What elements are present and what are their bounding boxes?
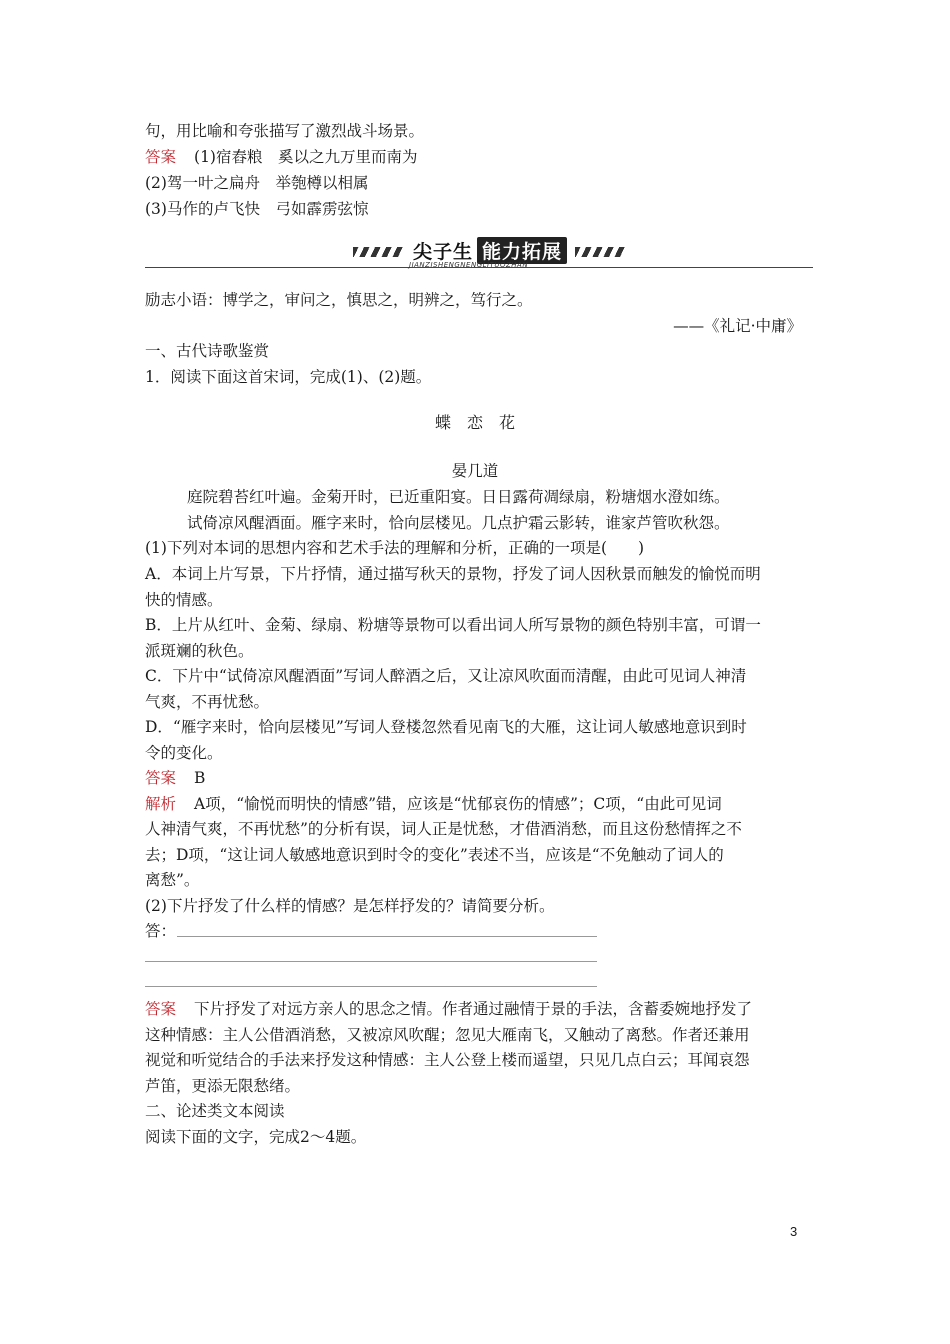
page-number: 3: [790, 1224, 798, 1239]
answer-label: 答案: [145, 148, 177, 166]
answer-line: [145, 144, 417, 170]
banner-logo: [353, 237, 625, 269]
option-c-cont: 气爽，不再忧愁。: [145, 693, 270, 711]
answer-blank-line[interactable]: [145, 961, 597, 962]
section-intro: 阅读下面的文字，完成2～4题。: [145, 1128, 367, 1146]
answer-text: (1)宿舂粮 奚以之九万里而南为: [194, 148, 418, 166]
option-b-cont: 派斑斓的秋色。: [145, 642, 254, 660]
section-heading: 一、古代诗歌鉴赏: [145, 342, 270, 360]
answer-blank-line[interactable]: [177, 936, 597, 937]
answer-label: 答案: [145, 1000, 177, 1018]
reply-label: 答：: [145, 922, 177, 940]
banner-title-b: 能力拓展: [477, 237, 567, 264]
poem-title: 蝶 恋 花: [434, 413, 515, 432]
option-d-cont: 令的变化。: [145, 744, 223, 762]
answer-blank-line[interactable]: [145, 986, 597, 987]
section-heading: 二、论述类文本阅读: [145, 1102, 285, 1120]
motto-source: ——《礼记·中庸》: [673, 317, 802, 335]
option-c: C．下片中“试倚凉风醒酒面”写词人醉酒之后，又让凉风吹面而清醒，由此可见词人神清: [145, 667, 747, 685]
banner-title-a: 尖子生: [413, 240, 474, 263]
banner-subtitle: JIANZISHENGNENGLITUOZHAN: [409, 261, 529, 269]
answer-line: (2)驾一叶之扁舟 举匏樽以相属: [145, 174, 369, 192]
banner-stripes-left: [353, 247, 403, 257]
analysis-label: 解析: [145, 795, 177, 813]
answer-cont: 这种情感：主人公借酒消愁，又被凉风吹醒；忽见大雁南飞，又触动了离愁。作者还兼用: [145, 1026, 750, 1044]
banner-title: [409, 237, 567, 263]
answer-cont: 芦笛，更添无限愁绪。: [145, 1077, 301, 1095]
analysis-line: [145, 791, 722, 817]
answer-cont: 视觉和听觉结合的手法来抒发这种情感：主人公登上楼而遥望，只见几点白云；耳闻哀怨: [145, 1051, 750, 1069]
option-d: D．“雁字来时，恰向层楼见”写词人登楼忽然看见南飞的大雁，这让词人敏感地意识到时: [145, 718, 747, 736]
option-a: A．本词上片写景，下片抒情，通过描写秋天的景物，抒发了词人因秋景而触发的愉悦而明: [145, 565, 761, 583]
banner-stripes-right: [575, 247, 625, 257]
answer-label: 答案: [145, 769, 177, 787]
sub-question-2: (2)下片抒发了什么样的情感？是怎样抒发的？请简要分析。: [145, 897, 555, 915]
analysis-cont: 人神清气爽，不再忧愁”的分析有误，词人正是忧愁，才借酒消愁，而且这份愁情挥之不: [145, 820, 742, 838]
answer-text: 下片抒发了对远方亲人的思念之情。作者通过融情于景的手法，含蓄委婉地抒发了: [194, 1000, 753, 1018]
poem-author: 晏几道: [451, 462, 499, 480]
answer-line: (3)马作的卢飞快 弓如霹雳弦惊: [145, 200, 369, 218]
analysis-text: A项，“愉悦而明快的情感”错，应该是“忧郁哀伤的情感”；C项，“由此可见词: [194, 795, 722, 813]
motto: 励志小语：博学之，审问之，慎思之，明辨之，笃行之。: [145, 291, 533, 309]
option-a-cont: 快的情感。: [145, 591, 223, 609]
poem-verse: 庭院碧苔红叶遍。金菊开时，已近重阳宴。日日露荷凋绿扇，粉塘烟水澄如练。: [187, 488, 730, 506]
poem-verse: 试倚凉风醒酒面。雁字来时，恰向层楼见。几点护霜云影转，谁家芦管吹秋怨。: [187, 514, 730, 532]
answer-line: [145, 996, 752, 1022]
answer-line: [145, 765, 205, 791]
analysis-cont: 去；D项，“这让词人敏感地意识到时令的变化”表述不当，应该是“不免触动了词人的: [145, 846, 724, 864]
section-banner: [145, 235, 813, 271]
analysis-cont: 离愁”。: [145, 871, 200, 889]
answer-value: B: [194, 769, 206, 787]
option-b: B．上片从红叶、金菊、绿扇、粉塘等景物可以看出词人所写景物的颜色特别丰富，可谓一: [145, 616, 761, 634]
sub-question-1: (1)下列对本词的思想内容和艺术手法的理解和分析，正确的一项是( ): [145, 539, 645, 557]
question-1: 1．阅读下面这首宋词，完成(1)、(2)题。: [145, 368, 432, 386]
text-line: 句，用比喻和夸张描写了激烈战斗场景。: [145, 122, 425, 140]
